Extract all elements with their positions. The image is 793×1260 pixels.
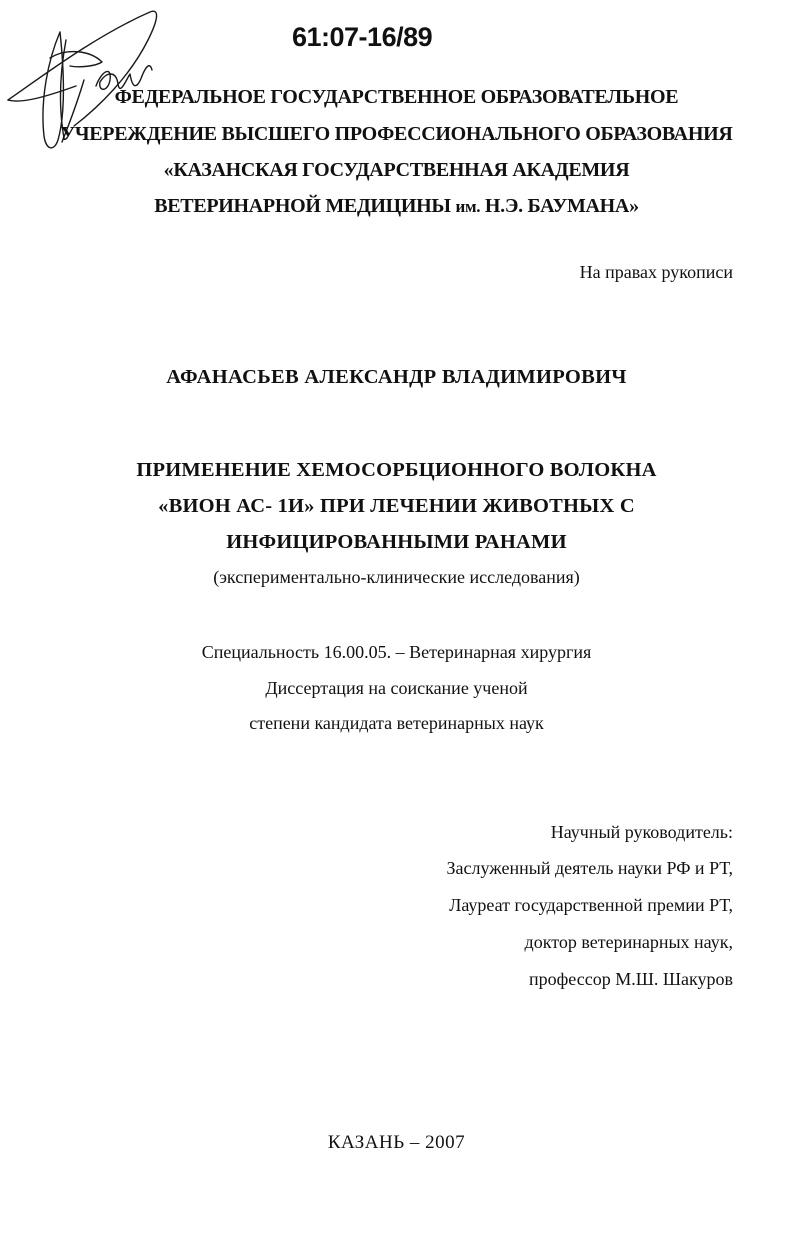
title-line-2: «ВИОН АС- 1И» ПРИ ЛЕЧЕНИИ ЖИВОТНЫХ С [158, 495, 635, 517]
institution-line-4-part-2: им. [455, 197, 481, 216]
institution-line-1: ФЕДЕРАЛЬНОЕ ГОСУДАРСТВЕННОЕ ОБРАЗОВАТЕЛЬНОЕ [114, 86, 679, 108]
institution-line-3: «КАЗАНСКАЯ ГОСУДАРСТВЕННАЯ АКАДЕМИЯ [163, 159, 630, 181]
advisor-name: профессор М.Ш. Шакуров [528, 969, 733, 989]
advisor-degree: доктор ветеринарных наук, [524, 932, 733, 952]
institution-line-2: УЧЕРЕЖДЕНИЕ ВЫСШЕГО ПРОФЕССИОНАЛЬНОГО ОБРАЗОВАНИЯ [60, 123, 733, 145]
author-name: АФАНАСЬЕВ АЛЕКСАНДР ВЛАДИМИРОВИЧ [166, 366, 627, 388]
degree-line-1: Диссертация на соискание ученой [265, 678, 528, 698]
title-line-1: ПРИМЕНЕНИЕ ХЕМОСОРБЦИОННОГО ВОЛОКНА [136, 459, 657, 481]
degree-line-2: степени кандидата ветеринарных наук [249, 713, 544, 733]
institution-line-4-part-3: Н.Э. БАУМАНА» [480, 195, 639, 217]
advisor-label: Научный руководитель: [550, 822, 733, 842]
institution-line-4-part-1: ВЕТЕРИНАРНОЙ МЕДИЦИНЫ [154, 195, 456, 217]
city-year: КАЗАНЬ – 2007 [327, 1132, 466, 1153]
advisor-title-2: Лауреат государственной премии РТ, [449, 895, 733, 915]
title-line-3: ИНФИЦИРОВАННЫМИ РАНАМИ [226, 531, 567, 553]
specialty: Специальность 16.00.05. – Ветеринарная хирургия [201, 642, 592, 662]
title-subtitle: (экспериментально-клинические исследования) [213, 567, 580, 587]
advisor-title-1: Заслуженный деятель науки РФ и РТ, [446, 858, 733, 878]
catalog-number: 61:07-16/89 [292, 22, 433, 52]
institution-line-4 [0, 195, 793, 218]
manuscript-note: На правах рукописи [579, 262, 733, 282]
